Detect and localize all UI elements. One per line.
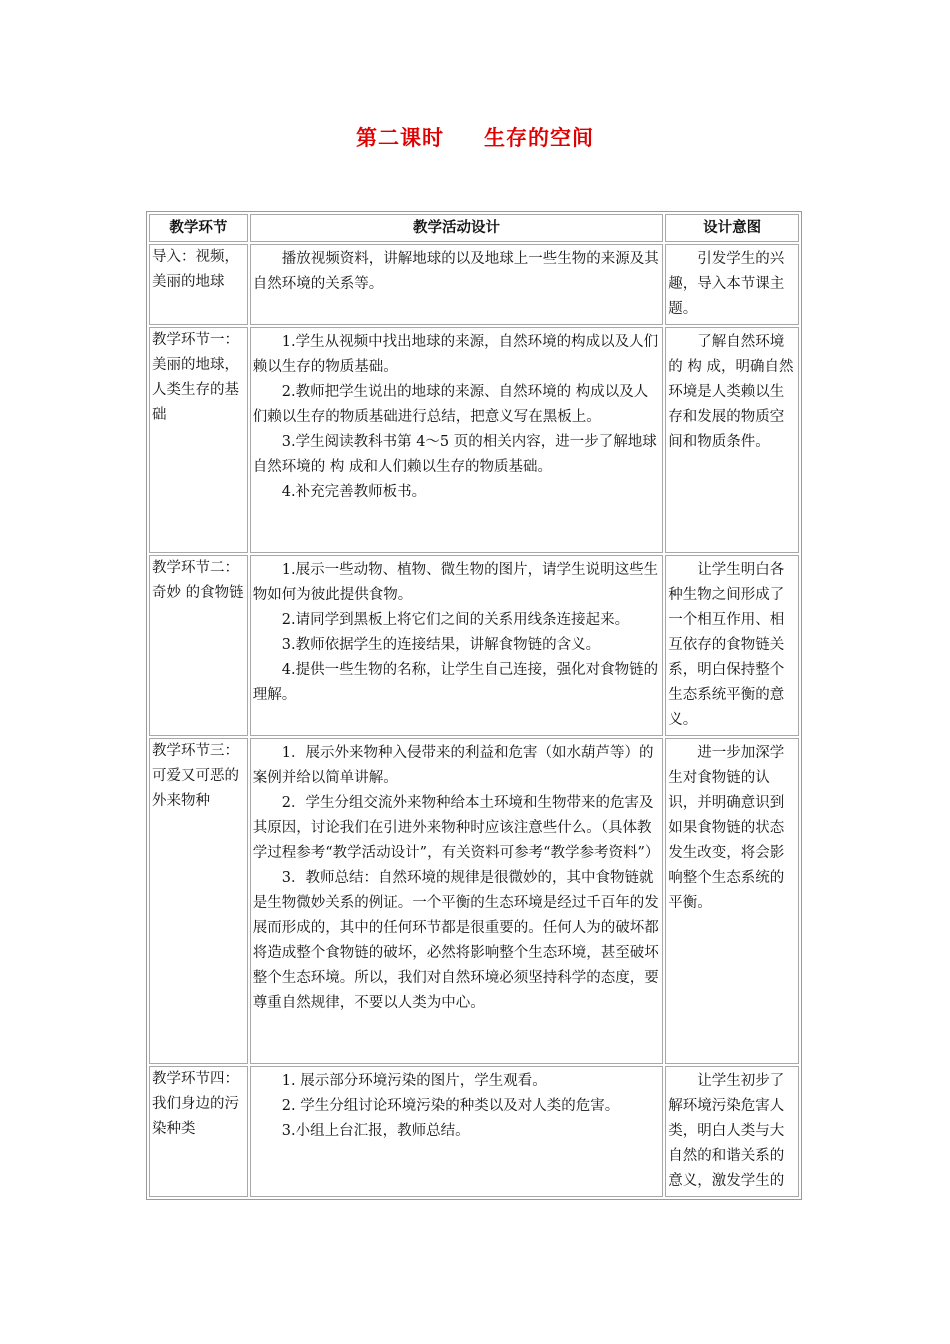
table-row [149, 327, 799, 553]
purpose-cell [665, 738, 799, 1064]
activity-paragraph: 2.教师把学生说出的地球的来源、自然环境的 构成以及人们赖以生存的物质基础进行总结，把意义写在黑板上。 [252, 384, 649, 425]
purpose-cell [665, 244, 799, 325]
purpose-cell [665, 327, 799, 553]
purpose-text: 进一步加深学生对食物链的认识，并明确意识到如果食物链的状态发生改变，将会影响整个生态系统的平衡。 [668, 745, 785, 911]
activity-paragraph: 播放视频资料，讲解地球的以及地球上一些生物的来源及其自然环境的关系等。 [252, 251, 659, 292]
header-activities: 教学活动设计 [250, 214, 664, 242]
activity-paragraph: 3.学生阅读教科书第 4～5 页的相关内容，进一步了解地球自然环境的 构 成和人们赖以生存的物质基础。 [252, 434, 657, 475]
activity-cell [250, 1066, 664, 1197]
table-row [149, 738, 799, 1064]
purpose-text: 引发学生的兴趣，导入本节课主题。 [668, 251, 785, 317]
stage-cell: 教学环节三：可爱又可恶的外来物种 [149, 738, 248, 1064]
activity-paragraph: 1.学生从视频中找出地球的来源，自然环境的构成以及人们赖以生存的物质基础。 [252, 334, 659, 375]
title-lesson: 第二课时 [356, 126, 444, 150]
activity-paragraph: 3．教师总结：自然环境的规律是很微妙的，其中食物链就是生物微妙关系的例证。一个平衡的生态环境是经过千百年的发展而形成的，其中的任何环节都是很重要的。任何人为的破坏都将造成整个食物链的破坏，必然将影响整个生态环境，甚至破坏整个生态环境。所以，我们对自然环境必须坚持科学的态度，要尊重自然规律，不要以人类为中心。 [252, 870, 659, 1011]
activity-cell [250, 738, 664, 1064]
activity-cell [250, 555, 664, 736]
activity-paragraph: 3.小组上台汇报，教师总结。 [281, 1123, 470, 1139]
purpose-text: 了解自然环境的 构 成，明确自然环境是人类赖以生存和发展的物质空间和物质条件。 [668, 334, 794, 450]
table-row [149, 244, 799, 325]
header-purpose: 设计意图 [665, 214, 799, 242]
activity-paragraph: 1.展示一些动物、植物、微生物的图片，请学生说明这些生物如何为彼此提供食物。 [252, 562, 659, 603]
lesson-plan-table [146, 211, 802, 1200]
activity-paragraph: 1. 展示部分环境污染的图片，学生观看。 [281, 1073, 547, 1089]
purpose-cell [665, 1066, 799, 1197]
activity-paragraph: 4.补充完善教师板书。 [281, 484, 427, 500]
activity-paragraph: 2．学生分组交流外来物种给本土环境和生物带来的危害及其原因，讨论我们在引进外来物种时应该注意些什么。（具体教学过程参考“教学活动设计”，有关资料可参考“教学参考资料”） [252, 795, 660, 861]
title-topic: 生存的空间 [484, 126, 594, 150]
table-header-row [149, 214, 799, 242]
table-row [149, 1066, 799, 1197]
activity-paragraph: 3.教师依据学生的连接结果，讲解食物链的含义。 [281, 637, 601, 653]
activity-paragraph: 2. 学生分组讨论环境污染的种类以及对人类的危害。 [281, 1098, 620, 1114]
activity-paragraph: 4.提供一些生物的名称，让学生自己连接，强化对食物链的理解。 [252, 662, 659, 703]
activity-cell [250, 244, 664, 325]
stage-cell: 教学环节四：我们身边的污染种类 [149, 1066, 248, 1197]
activity-cell [250, 327, 664, 553]
activity-paragraph: 1．展示外来物种入侵带来的利益和危害（如水葫芦等）的案例并给以简单讲解。 [252, 745, 654, 786]
header-stage: 教学环节 [149, 214, 248, 242]
table-row [149, 555, 799, 736]
activity-paragraph: 2.请同学到黑板上将它们之间的关系用线条连接起来。 [281, 612, 630, 628]
purpose-text: 让学生初步了解环境污染危害人类，明白人类与大自然的和谐关系的意义，激发学生的 [668, 1073, 785, 1189]
stage-cell: 导入：视频，美丽的地球 [149, 244, 248, 325]
purpose-text: 让学生明白各种生物之间形成了一个相互作用、相互依存的食物链关系，明白保持整个生态系统平衡的意义。 [668, 562, 785, 728]
stage-cell: 教学环节二：奇妙 的食物链 [149, 555, 248, 736]
stage-cell: 教学环节一：美丽的地球，人类生存的基础 [149, 327, 248, 553]
page-title [0, 122, 950, 152]
purpose-cell [665, 555, 799, 736]
